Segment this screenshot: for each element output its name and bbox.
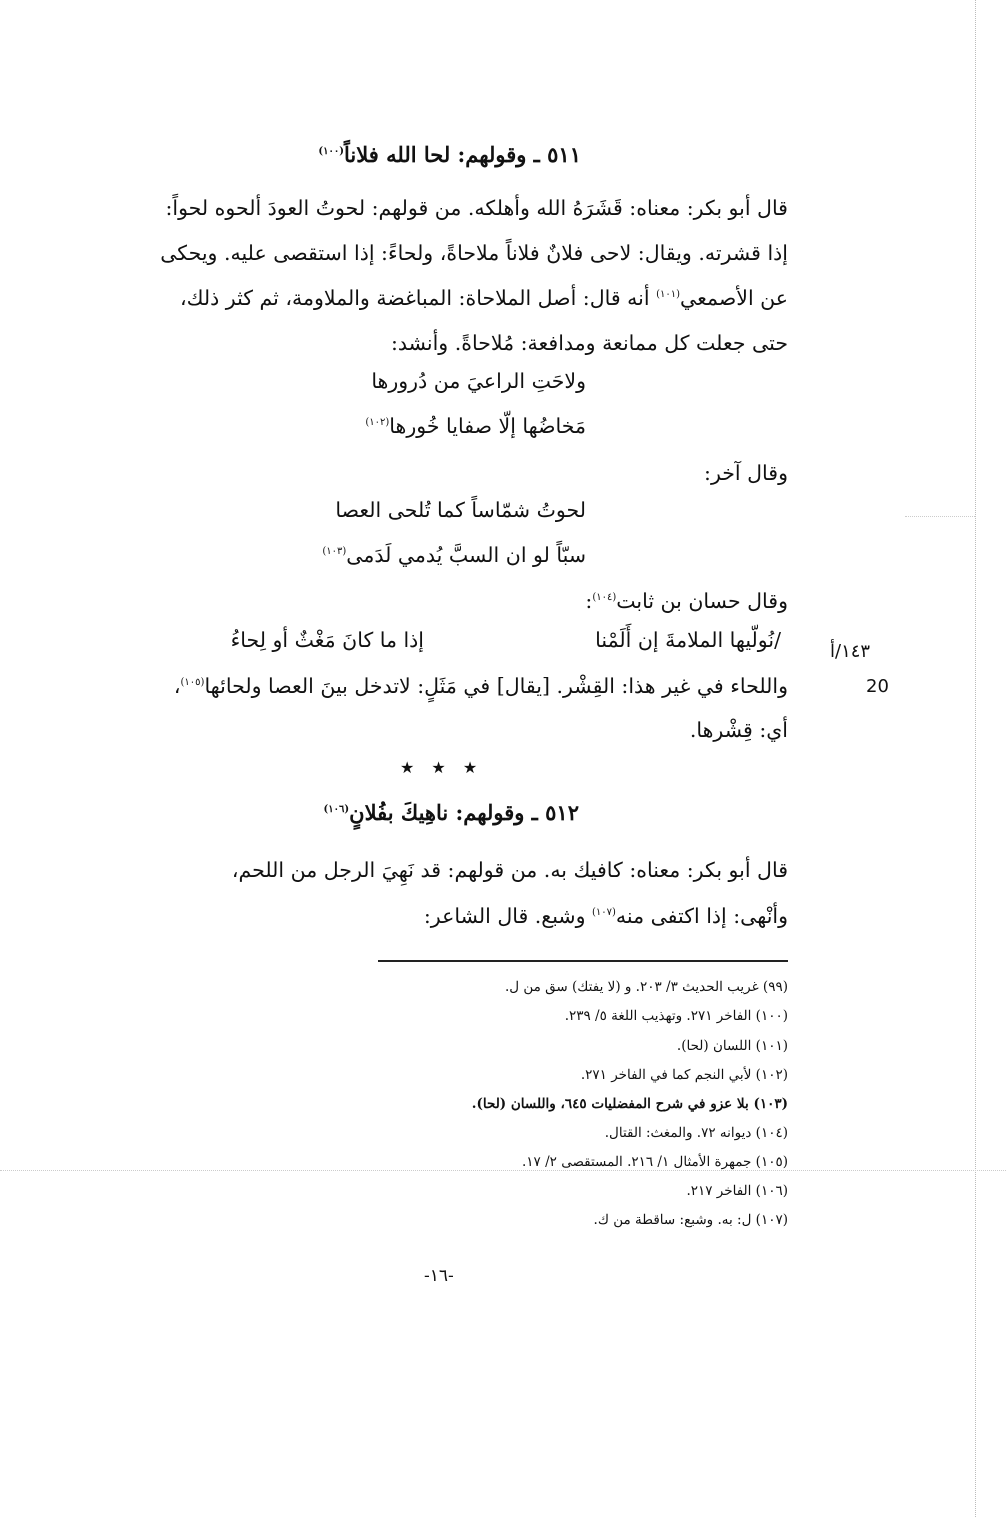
footnote: (١٠٥) جمهرة الأمثال ١/ ٢١٦. المستقصى ٢/ ١٧. — [521, 1154, 788, 1170]
verse-line: ولاحَتِ الراعيَ من دُرورها — [371, 369, 586, 393]
line-text: ، — [173, 674, 181, 698]
footnote-ref: (١٠٠) — [318, 146, 344, 157]
line-text: أنه قال: أصل الملاحاة: المباغضة والملاومة، ثم كثر ذلك، — [179, 286, 657, 310]
verse-text: مَخاضُها إلّا صفايا خُورها — [389, 414, 586, 438]
footnote-ref: (١٠٤) — [592, 592, 617, 604]
footnote: (١٠١) اللسان (لحا). — [676, 1038, 788, 1054]
footnote-ref: (١٠٢) — [365, 417, 390, 429]
footnote-ref: (١٠٣) — [322, 546, 347, 558]
footnote: (١٠٤) ديوانه ٧٢. والمغث: القتال. — [604, 1125, 788, 1141]
footnote: (١٠٣) بلا عزو في شرح المفضليات ٦٤٥، واللسان (لحا). — [471, 1096, 788, 1112]
line-text: واللحاء في غير هذا: القِشْر. [يقال] في مَثَلٍ: لاتدخل بينَ العصا ولحائها — [204, 674, 788, 698]
footnote: (١٠٢) لأبي النجم كما في الفاخر ٢٧١. — [580, 1067, 788, 1083]
footnote: (١٠٦) الفاخر ٢١٧. — [686, 1183, 788, 1199]
line-text: : — [585, 589, 593, 613]
paragraph-line: حتى جعلت كل ممانعة ومدافعة: مُلاحاةً. وأنشد: — [390, 331, 788, 355]
scan-fold-line — [0, 1170, 1006, 1171]
page-number: -١٦- — [424, 1266, 454, 1286]
verse-line: لحوتُ شمّاساً كما تُلحى العصا — [335, 498, 586, 522]
paragraph-line — [174, 674, 788, 698]
footnote: (١٠٠) الفاخر ٢٧١. وتهذيب اللغة ٥/ ٢٣٩. — [564, 1008, 788, 1024]
footnote: (١٠٧) ل: به. وشبع: ساقطة من ك. — [593, 1212, 788, 1228]
paragraph-line: أي: قِشْرها. — [689, 718, 788, 742]
verse-line — [365, 414, 586, 438]
line-text: وشبع. قال الشاعر: — [423, 904, 592, 928]
section-511-heading — [318, 142, 581, 167]
section-512-heading — [324, 800, 579, 825]
footnote-rule — [378, 960, 788, 962]
paragraph-line — [585, 589, 788, 613]
line-text: وقال حسان بن ثابت — [616, 589, 788, 613]
footnote-ref: (١٠٦) — [323, 804, 350, 815]
line-number: 20 — [866, 676, 889, 697]
line-text: عن الأصمعي — [680, 286, 788, 310]
paragraph-line: قال أبو بكر: معناه: كافيك به. من قولهم: قد نَهِيَ الرجل من اللحم، — [231, 858, 788, 882]
heading-text: ٥١١ ـ وقولهم: لحا الله فلاناً — [344, 142, 581, 167]
paragraph-line: إذا قشرته. ويقال: لاحى فلانٌ فلاناً ملاحاةً، ولحاءً: إذا استقصى عليه. ويحكى — [160, 241, 788, 265]
paragraph-line: وقال آخر: — [704, 461, 788, 485]
paragraph-line: قال أبو بكر: معناه: قَشَرَهُ الله وأهلكه. من قولهم: لحوتُ العودَ ألحوه لحواً: — [165, 196, 788, 220]
footnote-ref: (١٠٥) — [180, 677, 205, 689]
footnote: (٩٩) غريب الحديث ٣/ ٢٠٣. و (لا يفتك) سق من ل. — [504, 979, 788, 995]
paragraph-line — [424, 904, 788, 928]
folio-marker: ١٤٣/أ — [830, 641, 871, 662]
verse-line — [322, 543, 586, 567]
footnote-ref: (١٠٧) — [591, 907, 616, 919]
verse-hemistich-left: إذا ما كانَ مَغْثٌ أو لِحاءُ — [230, 628, 424, 652]
verse-hemistich-right: /نُولّيها الملامةَ إن أَلَمْنا — [595, 628, 781, 652]
verse-text: سبّاً لو ان السبَّ يُدمي لَدَمى — [346, 543, 586, 567]
section-separator: ★ ★ ★ — [400, 758, 484, 777]
scan-mark — [905, 516, 975, 517]
scan-edge-line — [975, 0, 976, 1517]
paragraph-line — [180, 286, 788, 310]
heading-text: ٥١٢ ـ وقولهم: ناهِيكَ بفُلانٍ — [349, 800, 579, 825]
line-text: وأنْهى: إذا اكتفى منه — [615, 904, 788, 928]
footnote-ref: (١٠١) — [656, 289, 681, 301]
